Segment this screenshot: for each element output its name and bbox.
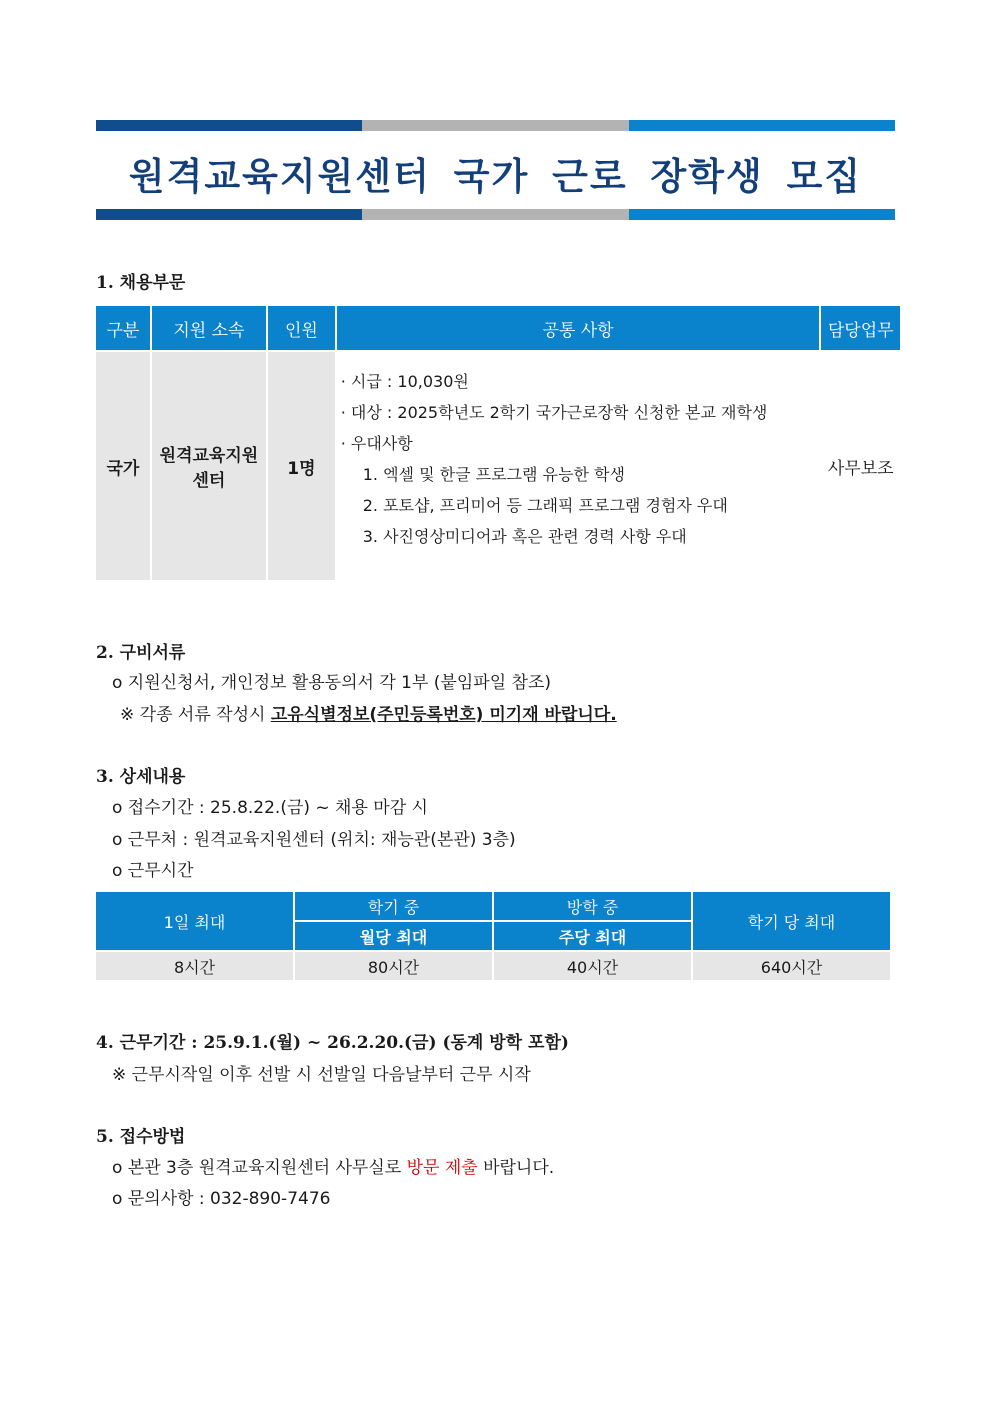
cell-department [152,352,266,580]
header-per-semester-max: 학기 당 최대 [693,892,890,950]
header-common: 공통 사항 [337,306,820,350]
cell-category: 국가 [96,352,150,580]
value-monthly: 80시간 [295,952,492,980]
work-hours-label: ο 근무시간 [112,861,194,881]
section1-heading: 1. 채용부문 [96,273,186,293]
work-start-note: ※ 근무시작일 이후 선발 시 선발일 다음날부터 근무 시작 [112,1065,531,1085]
value-daily: 8시간 [96,952,293,980]
preference-item: 3. 사진영상미디어과 혹은 관련 경력 사항 우대 [362,527,687,546]
page-title: 원격교육지원센터 국가 근로 장학생 모집 [128,155,863,198]
header-count: 인원 [268,306,335,350]
section3-heading: 3. 상세내용 [96,767,186,787]
documents-note-prefix: ※ 각종 서류 작성시 [120,705,271,725]
work-hours-table [94,890,892,982]
header-daily-max: 1일 최대 [96,892,293,950]
common-item-wage: · 시급 : 10,030원 [340,372,469,391]
submission-emphasis: 방문 제출 [406,1158,478,1178]
department-line1: 원격교육지원 [159,446,259,466]
value-per-semester: 640시간 [693,952,890,980]
header-department: 지원 소속 [152,306,266,350]
work-location: ο 근무처 : 원격교육지원센터 (위치: 재능관(본관) 3층) [112,830,516,850]
title-bar-top [96,120,895,131]
cell-count: 1명 [268,352,335,580]
common-item-preference: · 우대사항 [340,434,413,453]
recruitment-table [94,304,902,582]
value-weekly: 40시간 [494,952,691,980]
header-monthly-max: 월당 최대 [295,922,492,950]
department-line2: 센터 [192,471,226,491]
section5-heading: 5. 접수방법 [96,1127,186,1147]
header-semester: 학기 중 [295,892,492,920]
section2-heading: 2. 구비서류 [96,643,186,663]
submission-prefix: ο 본관 3층 원격교육지원센터 사무실로 [112,1158,407,1178]
documents-note-emphasis: 고유식별정보(주민등록번호) 미기재 바랍니다. [270,705,617,725]
documents-note [120,700,617,725]
documents-item: ο 지원신청서, 개인정보 활용동의서 각 1부 (붙임파일 참조) [112,673,551,693]
header-vacation: 방학 중 [494,892,691,920]
title-bar-bottom [96,209,895,220]
header-category: 구분 [96,306,150,350]
submission-method [112,1153,554,1178]
header-duty: 담당업무 [821,306,900,350]
preference-item: 2. 포토샵, 프리미어 등 그래픽 프로그램 경험자 우대 [362,496,728,515]
section4-heading: 4. 근무기간 : 25.9.1.(월) ~ 26.2.20.(금) (동계 방학 포함) [96,1033,569,1053]
header-weekly-max: 주당 최대 [494,922,691,950]
application-period: ο 접수기간 : 25.8.22.(금) ~ 채용 마감 시 [112,798,428,818]
preference-item: 1. 엑셀 및 한글 프로그램 유능한 학생 [362,465,625,484]
common-item-target: · 대상 : 2025학년도 2학기 국가근로장학 신청한 본교 재학생 [340,403,768,422]
submission-suffix: 바랍니다. [477,1158,555,1178]
cell-common [337,352,820,580]
cell-duty: 사무보조 [827,458,894,479]
contact-info: ο 문의사항 : 032-890-7476 [112,1189,331,1209]
